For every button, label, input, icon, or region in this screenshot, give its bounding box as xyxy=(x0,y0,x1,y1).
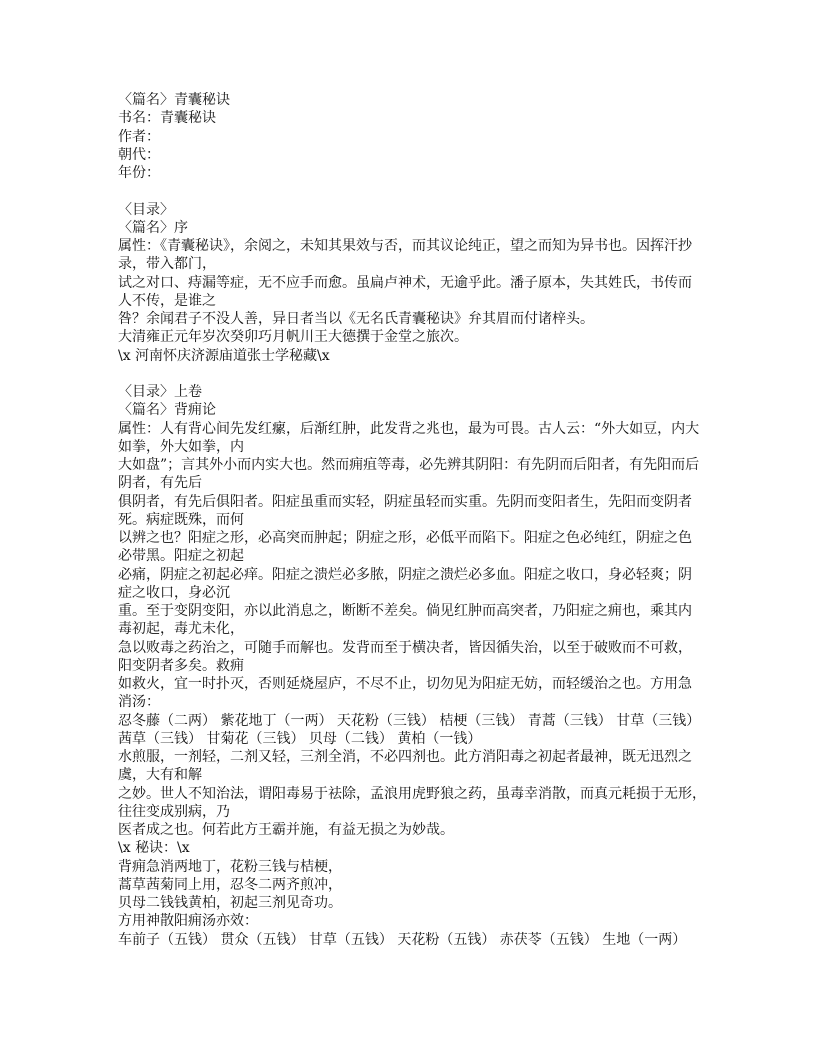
text-line: 〈目录〉上卷 xyxy=(118,384,202,400)
text-line: 俱阴者，有先后俱阳者。阳症虽重而实轻，阴症虽轻而实重。先阴而变阳者生，先阳而变阴者 xyxy=(118,493,692,510)
text-line: 水煎服，一剂轻，二剂又轻，三剂全消，不必四剂也。此方消阳毒之初起者最神，既无迅烈之 xyxy=(118,749,692,765)
text-line: \x 河南怀庆济源庙道张士学秘藏\x xyxy=(118,347,330,364)
text-line: 〈篇名〉背痈论 xyxy=(118,402,216,419)
text-line: 死。病症既殊，而何 xyxy=(118,511,244,528)
text-line: 贝母二钱钱黄柏，初起三剂见奇功。 xyxy=(118,895,342,911)
text-line: 毒初起，毒尤未化， xyxy=(118,621,244,638)
text-line: 大清雍正元年岁次癸卯巧月帆川王大德撰于金堂之旅次。 xyxy=(118,329,468,346)
text-line: 重。至于变阴变阳，亦以此消息之，断断不差矣。倘见红肿而高突者，乃阳症之痈也，乘其内 xyxy=(118,603,692,619)
text-line: 背痈急消两地丁，花粉三钱与桔梗， xyxy=(118,858,342,875)
text-line: 必带黑。阳症之初起 xyxy=(118,548,244,565)
text-line: 属性：《青囊秘诀》，余阅之，未知其果效与否，而其议论纯正，望之而知为异书也。因挥汗抄 xyxy=(118,238,692,254)
text-line: 医者成之也。何若此方王霸并施，有益无损之为妙哉。 xyxy=(118,822,454,838)
text-line: 症之收口，身必沉 xyxy=(118,584,230,601)
text-line: 阴者，有先后 xyxy=(118,475,202,492)
text-line: 急以败毒之药治之，可随手而解也。发背而至于横决者，皆因循失治，以至于破败而不可救， xyxy=(118,639,692,656)
text-line: 如救火，宜一时扑灭，否则延烧屋庐，不尽不止，切勿见为阳症无妨，而轻缓治之也。方用急 xyxy=(118,676,692,692)
text-line: 之妙。世人不知治法，谓阳毒易于祛除，孟浪用虎野狼之药，虽毒幸消散，而真元耗损于无形， xyxy=(118,785,706,802)
text-line: 蒿草茜菊同上用，忍冬二两齐煎冲， xyxy=(118,876,342,893)
text-line xyxy=(118,365,718,383)
text-line: 车前子（五钱） 贯众（五钱） 甘草（五钱） 天花粉（五钱） 赤茯苓（五钱） 生地（一两） xyxy=(118,931,687,948)
text-line: 以辨之也？阳症之形，必高突而肿起；阴症之形，必低平而陷下。阳症之色必纯红，阴症之色 xyxy=(118,530,692,546)
text-line: 试之对口、痔漏等症，无不应手而愈。虽扁卢神术，无逾乎此。潘子原本，失其姓氏，书传而 xyxy=(118,274,692,291)
text-line: \x 秘诀：\x xyxy=(118,840,190,857)
text-line: 作者： xyxy=(118,128,160,145)
text-line: 茜草（三钱） 甘菊花（三钱） 贝母（二钱） 黄柏（一钱） xyxy=(118,730,482,747)
text-line: 虞，大有和解 xyxy=(118,767,202,784)
text-line xyxy=(118,182,718,200)
text-line: 年份： xyxy=(118,165,160,181)
text-line: 阳变阴者多矣。救痈 xyxy=(118,657,244,674)
text-line: 人不传，是谁之 xyxy=(118,292,216,309)
text-line: 方用神散阳痈汤亦效： xyxy=(118,913,258,930)
text-line: 如拳，外大如拳，内 xyxy=(118,438,244,455)
text-line: 忍冬藤（二两） 紫花地丁（一两） 天花粉（三钱） 桔梗（三钱） 青蒿（三钱） 甘草（三钱） xyxy=(118,712,701,729)
text-line: 大如盘”；言其外小而内实大也。然而痈疽等毒，必先辨其阴阳：有先阴而后阳者，有先阳而后 xyxy=(118,457,700,473)
text-line: 属性：人有背心间先发红瘰，后渐红肿，此发背之兆也，最为可畏。古人云：“外大如豆，内大 xyxy=(118,420,700,437)
text-line: 〈篇名〉青囊秘诀 xyxy=(118,92,230,108)
text-line: 录，带入都门， xyxy=(118,256,216,273)
text-line: 〈目录〉 xyxy=(118,201,174,218)
text-line: 书名：青囊秘诀 xyxy=(118,110,216,127)
text-line: 往往变成别病，乃 xyxy=(118,803,230,820)
text-line: 必痛，阴症之初起必痒。阳症之溃烂必多脓，阴症之溃烂必多血。阳症之收口，身必轻爽；阴 xyxy=(118,566,692,583)
text-line: 消汤： xyxy=(118,694,160,711)
text-line: 咎？余闻君子不没人善，异日者当以《无名氏青囊秘诀》弁其眉而付诸梓头。 xyxy=(118,311,594,327)
document-page xyxy=(118,91,718,949)
text-line: 〈篇名〉序 xyxy=(118,219,188,236)
text-line: 朝代： xyxy=(118,146,160,163)
